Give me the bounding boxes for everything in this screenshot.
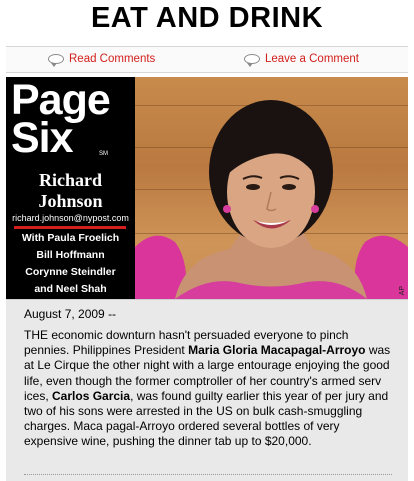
red-divider <box>14 226 126 229</box>
text-segment: THE economic downturn hasn't persuaded everyone to pinch pennies. Philippines President <box>24 328 349 358</box>
speech-bubble-icon <box>48 54 64 64</box>
contributor: With Paula Froelich <box>21 232 120 244</box>
woman-portrait <box>135 77 408 299</box>
read-comments-link[interactable] <box>48 47 155 72</box>
leave-comment-link[interactable] <box>244 47 359 72</box>
page-title: EAT AND DRINK <box>90 2 324 34</box>
logo-line-page: Page <box>11 77 110 124</box>
contributors-list <box>6 230 135 298</box>
author-email[interactable]: richard.johnson@nypost.com <box>12 213 129 223</box>
contributor: and Neel Shah <box>34 283 107 295</box>
person-name: Carlos Garcia <box>52 388 131 403</box>
text-segment: , was found guilty earlier this year of per jury and two of his sons were arrested in the US on bulk cash-smuggling charges. Maca pagal-Arroyo ordered several bottles of very expensive wine, pushing the dinner tab up to $20,000. <box>24 388 389 449</box>
logo-line-six: Six <box>11 114 73 162</box>
leave-comment-label: Leave a Comment <box>265 53 359 65</box>
contributor: Corynne Steindler <box>25 266 116 278</box>
comment-bar <box>6 46 408 73</box>
service-mark: SM <box>99 151 108 157</box>
page-six-panel <box>6 77 135 299</box>
article-paragraph <box>24 328 392 450</box>
text-segment: was at Le Cirque the other night with a large entourage enjoying the good life, even though the former comptroller of her country's armed serv ices, <box>24 343 391 403</box>
speech-bubble-icon <box>244 54 260 64</box>
portrait-photo <box>135 77 408 299</box>
read-comments-label: Read Comments <box>69 53 156 65</box>
author-first-name: Richard <box>39 170 102 190</box>
dotted-divider <box>24 474 392 475</box>
author-name <box>6 170 135 212</box>
page-six-logo <box>11 77 131 162</box>
person-name: Maria Gloria Macapagal-Arroyo <box>188 343 366 358</box>
photo-credit: AP <box>399 285 406 295</box>
author-last-name: Johnson <box>38 191 103 211</box>
column-header-image <box>6 77 408 299</box>
article-body <box>6 299 408 481</box>
article-date: August 7, 2009 -- <box>24 307 117 321</box>
contributor: Bill Hoffmann <box>36 249 105 261</box>
